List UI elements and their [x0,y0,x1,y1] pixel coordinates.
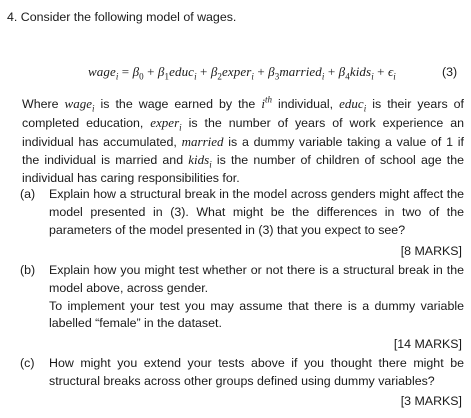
part-c-text: How might you extend your tests above if you thought there might be structural breaks across other groups defined using dummy variables? [49,356,464,388]
part-b-marks: [14 MARKS] [393,337,462,351]
part-c-label: (c) [20,356,35,370]
part-a [20,186,464,239]
part-c-marks: [3 MARKS] [400,394,462,408]
part-a-label: (a) [20,187,36,201]
part-c [20,355,464,391]
equation-number: (3) [442,65,458,79]
part-b-text: Explain how you might test whether or not there is a structural break in the model above, across gender. [49,263,464,295]
part-b [20,262,464,333]
part-a-text: Explain how a structural break in the model across genders might affect the model presented in (3). What might be the differences in two of the parameters of the model presented in (3) that you expect to see? [49,187,464,237]
part-b-text-2: To implement your test you may assume that there is a dummy variable labelled “female” in the dataset. [49,298,464,331]
variable-description: Where wage$_i$ is the wage earned by the $i^{th}$ individual, educ$_i$ is their years of completed education, exper$_i$ is the number of years of work experience an individual has accumulated, married is a dummy variable taking a value of 1 if the individual is married and kids$_i$ is the number of children of school age the individual has caring responsibilities for. [22,94,464,186]
equation-body: wage$_i$ = $\beta_0$ + $\beta_1educ_i$ + $\beta_2exper_i$ + $\beta_3married_i$ + $\beta_4kids_i + \epsilon_i$ [88,64,396,82]
question-heading: 4. Consider the following model of wages. [7,10,237,24]
wage-equation [0,64,471,80]
part-b-label: (b) [20,263,36,277]
part-a-marks: [8 MARKS] [400,244,462,258]
